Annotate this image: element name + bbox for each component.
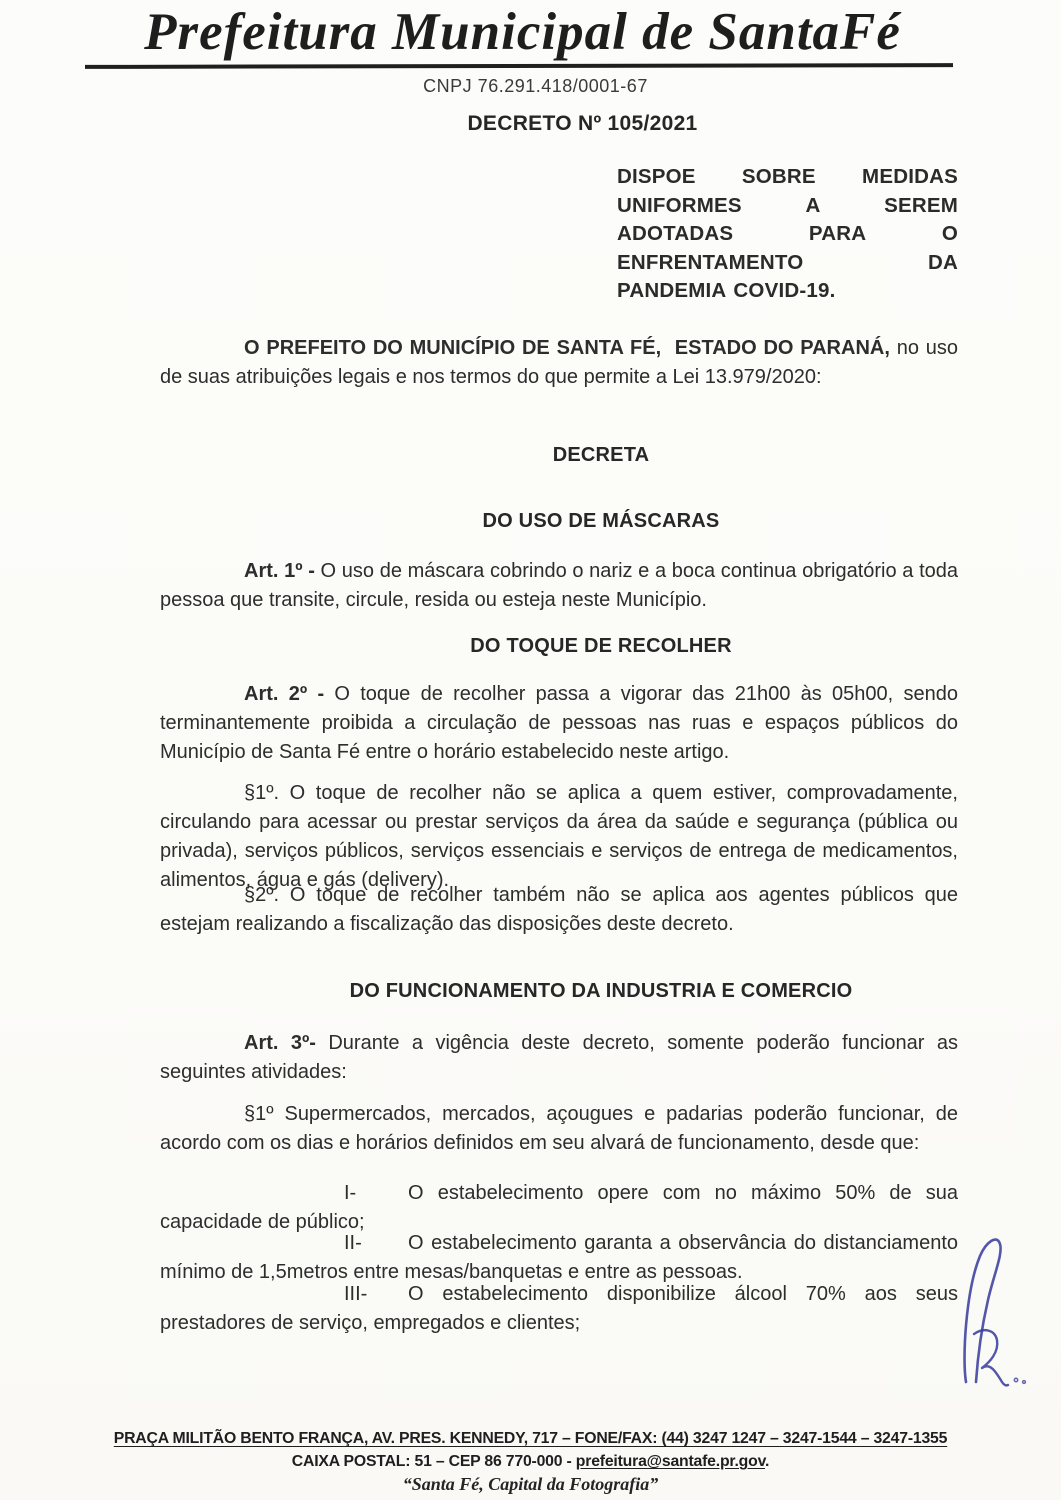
signature-ink-icon [936,1230,1032,1394]
paragraph-2-toque: §2º. O toque de recolher também não se aplica aos agentes públicos que estejam realizando a fiscalização das disposições deste decreto. [160,884,958,935]
footer-caixa-postal: CAIXA POSTAL: 51 – CEP 86 770-000 - [291,1453,576,1470]
preamble-bold: O PREFEITO DO MUNICÍPIO DE SANTA FÉ, ESTADO DO PARANÁ, [244,337,890,359]
preamble-rest: no uso de suas atribuições legais e nos termos do que permite a Lei 13.979/2020: [160,337,958,388]
article-2-paragraph [160,680,958,767]
footer-email: prefeitura@santafe.pr.gov [575,1453,765,1470]
list-item-II [160,1229,958,1287]
cnpj-line: CNPJ 76.291.418/0001-67 [423,76,648,96]
footer-period: . [765,1453,770,1470]
article-3-text: Durante a vigência deste decreto, somente poderão funcionar as seguintes atividades: [160,1032,958,1083]
heading-toque-de-recolher: DO TOQUE DE RECOLHER [470,635,732,657]
item-I-text: O estabelecimento opere com no máximo 50% de sua capacidade de público; [160,1182,958,1233]
heading-funcionamento: DO FUNCIONAMENTO DA INDUSTRIA E COMERCIO [349,980,853,1002]
article-1-label: Art. 1º - [244,560,321,582]
decree-number: DECRETO Nº 105/2021 [467,112,698,135]
heading-decreta: DECRETA [552,444,650,466]
footer-motto: “Santa Fé, Capital da Fotografia” [402,1474,659,1494]
paragraph-1-toque: §1º. O toque de recolher não se aplica a quem estiver, comprovadamente, circulando para acessar ou prestar serviços da área da saúde e segurança (pública ou privada), serviços públicos, serviços essenciais e serviços de entrega de medicamentos, alimentos, água e gás (delivery). [160,782,958,891]
article-3-label: Art. 3º- [244,1032,329,1054]
item-III-text: O estabelecimento disponibilize álcool 70% aos seus prestadores de serviço, empregados e clientes; [160,1283,958,1334]
letterhead-footer [0,1429,1061,1495]
item-II-numeral: II- [344,1232,362,1254]
footer-contact-line [0,1452,1061,1471]
page-title: Prefeitura Municipal de SantaFé [144,3,901,61]
item-II-text: O estabelecimento garanta a observância do distanciamento mínimo de 1,5metros entre mesas/banquetas e entre as pessoas. [160,1232,958,1283]
footer-address-line: PRAÇA MILITÃO BENTO FRANÇA, AV. PRES. KENNEDY, 717 – FONE/FAX: (44) 3247 1247 – 3247-1544 – 3247-1355 [113,1430,948,1447]
item-III-numeral: III- [344,1283,368,1305]
heading-uso-de-mascaras: DO USO DE MÁSCARAS [482,510,720,532]
preamble-paragraph [160,334,958,392]
article-1-paragraph [160,557,958,615]
paragraph-1-funcionamento: §1º Supermercados, mercados, açougues e padarias poderão funcionar, de acordo com os dias e horários definidos em seu alvará de funcionamento, desde que: [160,1103,958,1154]
title-underline [85,63,953,69]
article-2-text: O toque de recolher passa a vigorar das 21h00 às 05h00, sendo terminantemente proibida a circulação de pessoas nas ruas e espaços públicos do Município de Santa Fé entre o horário estabelecido neste artigo. [160,683,958,763]
list-item-III [160,1280,958,1338]
article-3-paragraph [160,1029,958,1087]
article-1-text: O uso de máscara cobrindo o nariz e a boca continua obrigatório a toda pessoa que transite, circule, resida ou esteja neste Município. [160,560,958,611]
decree-summary: DISPOE SOBRE MEDIDAS UNIFORMES A SEREM ADOTADAS PARA O ENFRENTAMENTO DA PANDEMIA COVID-19. [617,165,958,303]
article-2-label: Art. 2º - [244,683,335,705]
item-I-numeral: I- [344,1182,357,1204]
